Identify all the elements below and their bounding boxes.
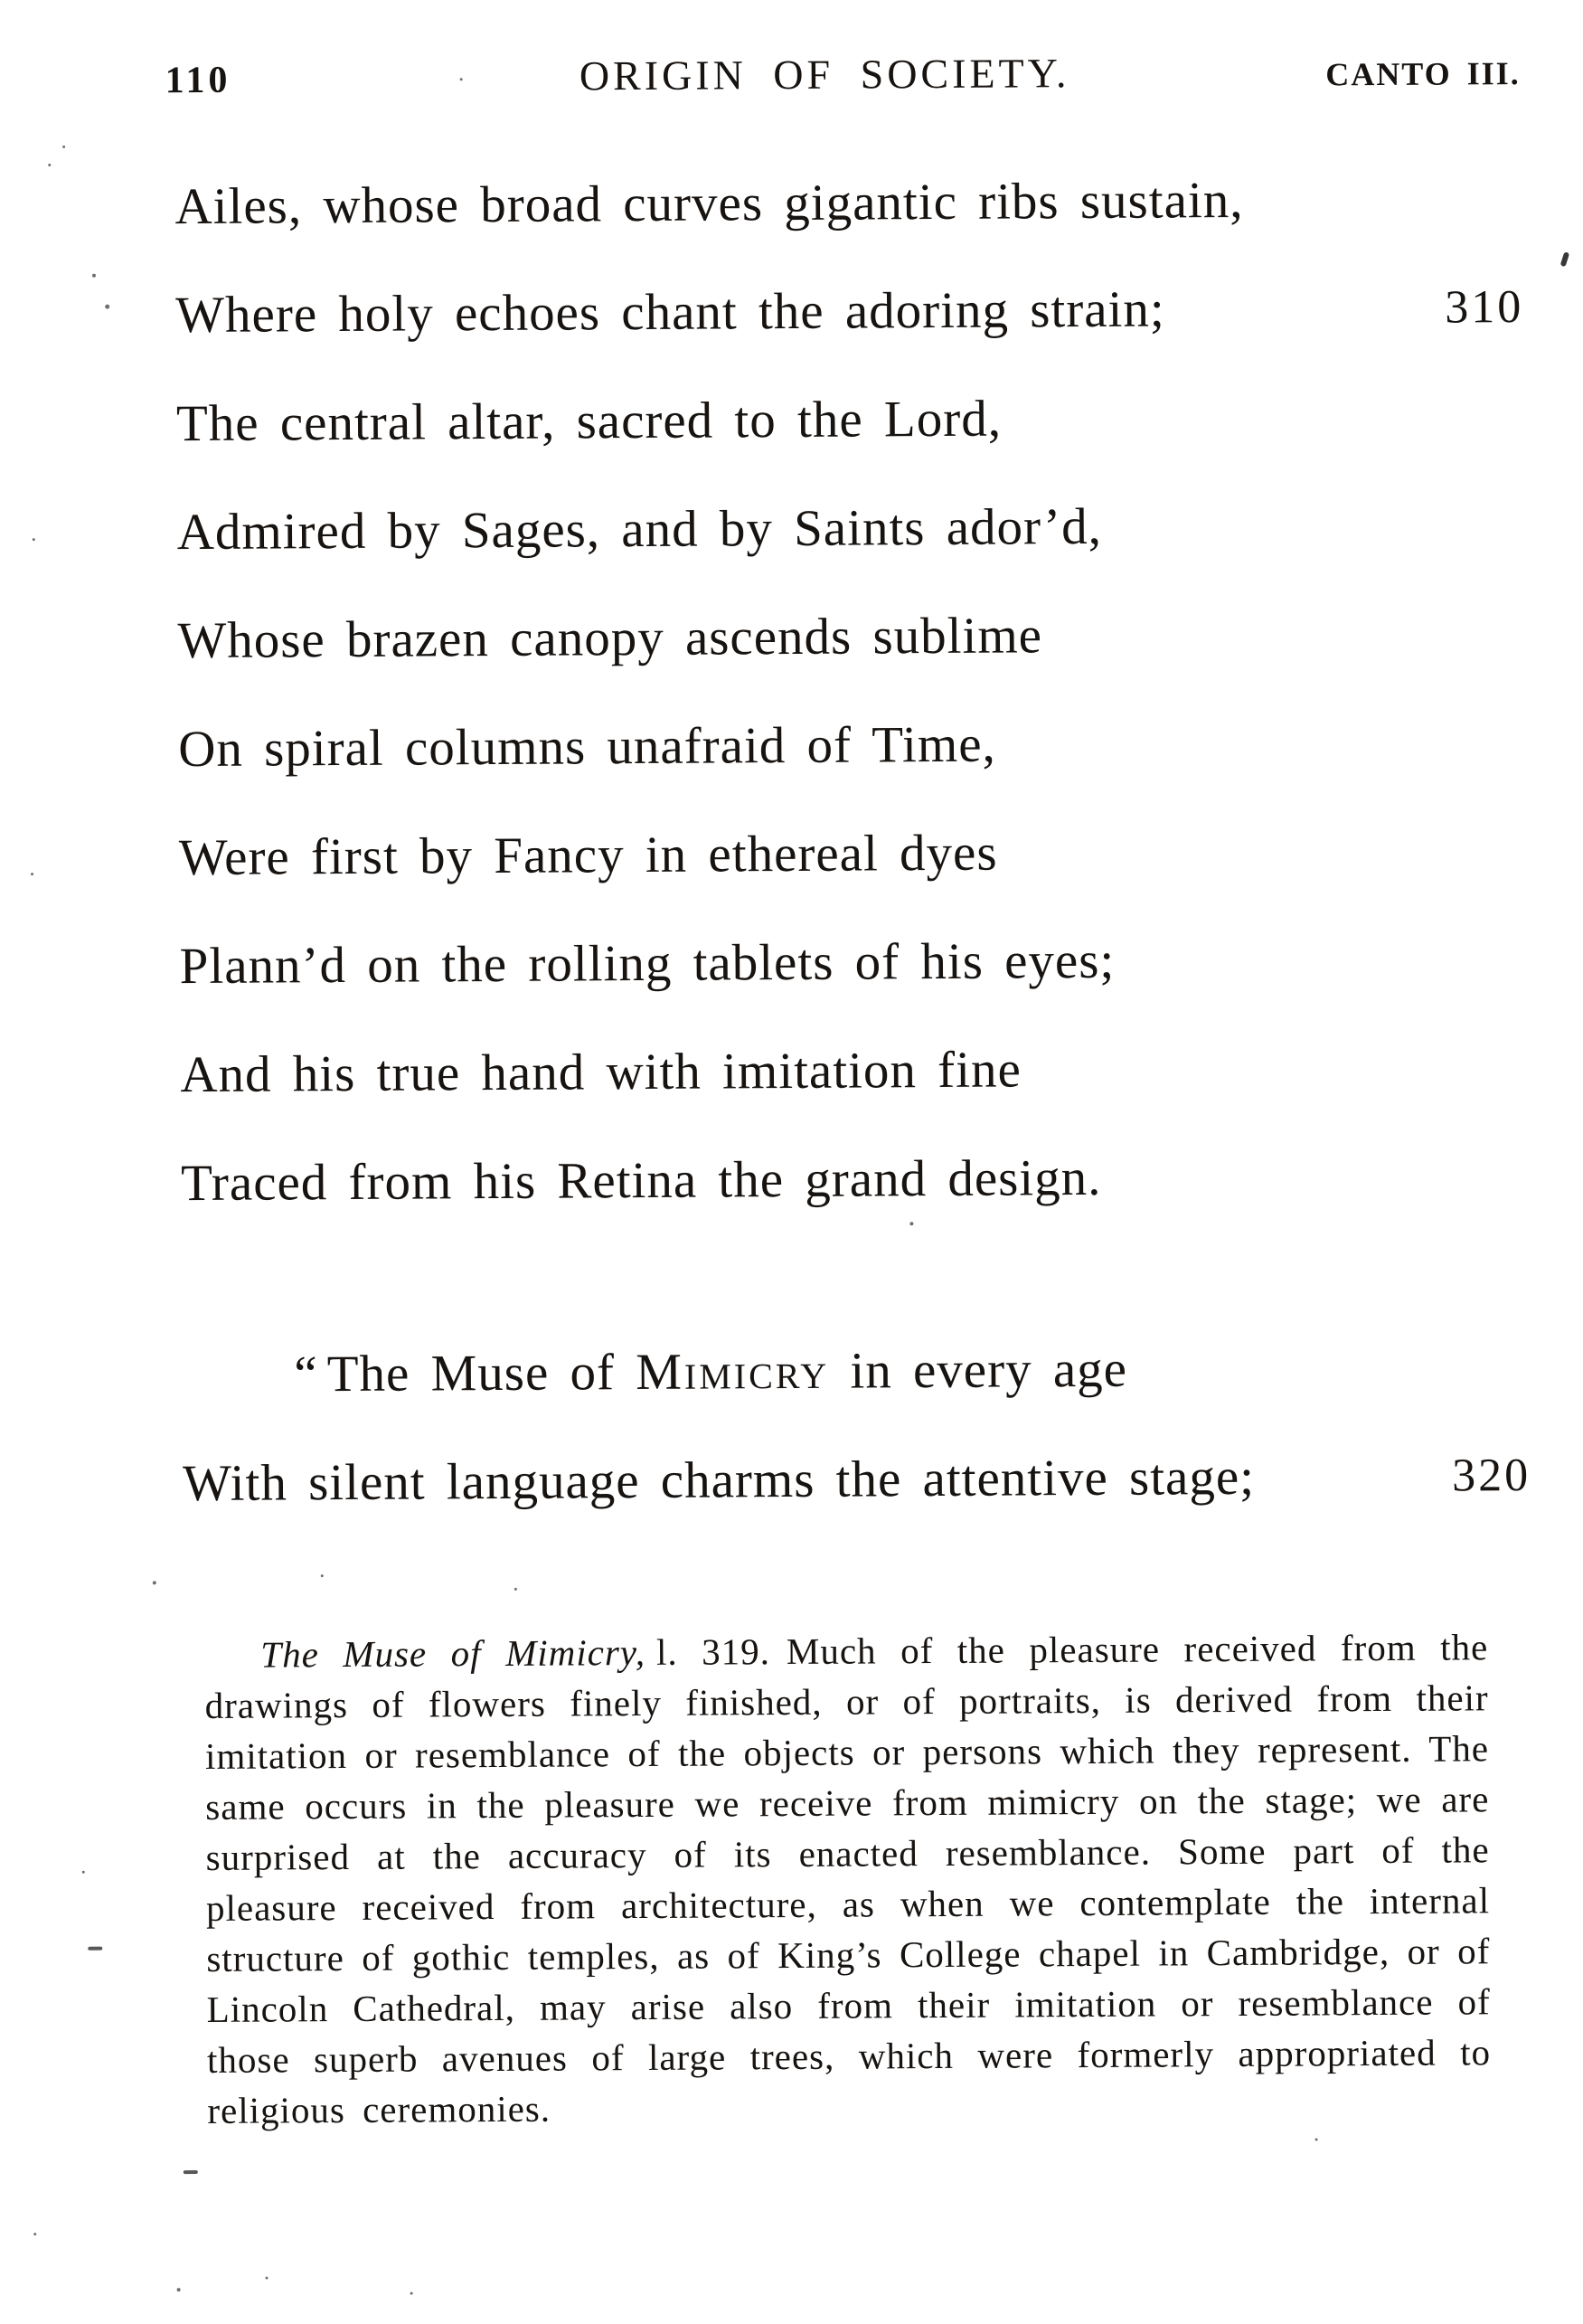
poem-line-text: Whose brazen canopy ascends sublime — [177, 607, 1043, 670]
footnote-lead-italic: The Muse of Mimicry, — [260, 1630, 646, 1676]
poem-line — [177, 579, 1526, 695]
page-header — [165, 46, 1521, 102]
poem-line-text: Where holy echoes chant the adoring strain; — [175, 280, 1165, 345]
poem-line-text: Traced from his Retina the grand design. — [180, 1148, 1102, 1213]
scan-speck — [31, 873, 33, 875]
footnote — [204, 1621, 1491, 2136]
scan-speck — [460, 78, 463, 80]
poem-line-text: Admired by Sages, and by Saints ador’d, — [176, 497, 1103, 562]
poem-line — [175, 253, 1524, 370]
poem-line-text: Ailes, whose broad curves gigantic ribs sustain, — [174, 171, 1244, 236]
scan-speck — [1315, 2138, 1318, 2140]
scan-speck — [82, 1871, 85, 1874]
poem-line-text: And his true hand with imitation fine — [180, 1041, 1022, 1104]
poem-block — [174, 145, 1531, 1538]
scan-speck — [266, 2277, 269, 2280]
poem-line — [178, 687, 1527, 804]
scan-speck — [62, 146, 65, 148]
footnote-body-text: Much of the pleasure received from the drawings of flowers finely finished, or of portraits, is derived from their imitation or resemblance of the objects or persons which they represent. The same occurs in the pleasure we receive from mimicry on the stage; we are surprised at the accuracy of its enacted resemblance. Some part of the pleasure received from architecture, as when we contemplate the internal structure of gothic temples, as of King’s College chapel in Cambridge, or of Lincoln Cathedral, may arise also from their imitation or resemblance of those superb avenues of large trees, which were formerly appropriated to religious ceremonies. — [204, 1626, 1492, 2131]
smallcaps-word: Mimicry — [636, 1342, 830, 1402]
poem-line-text: With silent language charms the attentive stage; — [182, 1448, 1256, 1513]
poem-line-number: 310 — [1445, 281, 1524, 334]
scan-speck — [410, 2292, 413, 2295]
scan-speck — [177, 2288, 181, 2291]
scan-speck — [92, 274, 96, 278]
scan-speck — [909, 1222, 913, 1225]
canto-label: CANTO III. — [1325, 55, 1521, 93]
poem-line — [174, 145, 1523, 261]
scan-speck — [33, 538, 35, 541]
page-number: 110 — [165, 59, 231, 102]
poem-line — [183, 1422, 1531, 1538]
scan-speck — [321, 1574, 324, 1577]
scan-speck — [88, 1947, 102, 1951]
poem-line-text: Plann’d on the rolling tablets of his eyes; — [179, 931, 1116, 996]
poem-line-text: Were first by Fancy in ethereal dyes — [178, 824, 998, 887]
poem-line — [179, 796, 1528, 912]
poem-line-text: in every age — [828, 1340, 1128, 1400]
open-quote-mark: “ — [294, 1346, 318, 1403]
scan-speck — [105, 305, 109, 309]
scan-speck — [153, 1581, 156, 1584]
poem-line — [180, 1013, 1529, 1129]
poem-line-text: On spiral columns unafraid of Time, — [178, 715, 996, 779]
running-title: ORIGIN OF SOCIETY. — [579, 50, 1070, 99]
poem-line-number: 320 — [1451, 1450, 1531, 1502]
poem-line — [176, 470, 1525, 587]
poem-line-muse — [182, 1313, 1531, 1430]
scan-speck — [184, 2170, 198, 2174]
poem-line — [181, 1121, 1530, 1238]
footnote-line-reference: l. 319. — [655, 1630, 771, 1673]
poem-line-text: The central altar, sacred to the Lord, — [175, 390, 1003, 453]
poem-stanza-2 — [182, 1313, 1531, 1538]
scan-speck — [48, 164, 51, 166]
scan-speck — [1560, 251, 1570, 267]
poem-line — [179, 904, 1528, 1021]
poem-line-text: The Muse of — [326, 1344, 636, 1403]
poem-line — [176, 362, 1525, 478]
scan-speck — [514, 1588, 517, 1591]
scan-speck — [33, 2233, 36, 2235]
